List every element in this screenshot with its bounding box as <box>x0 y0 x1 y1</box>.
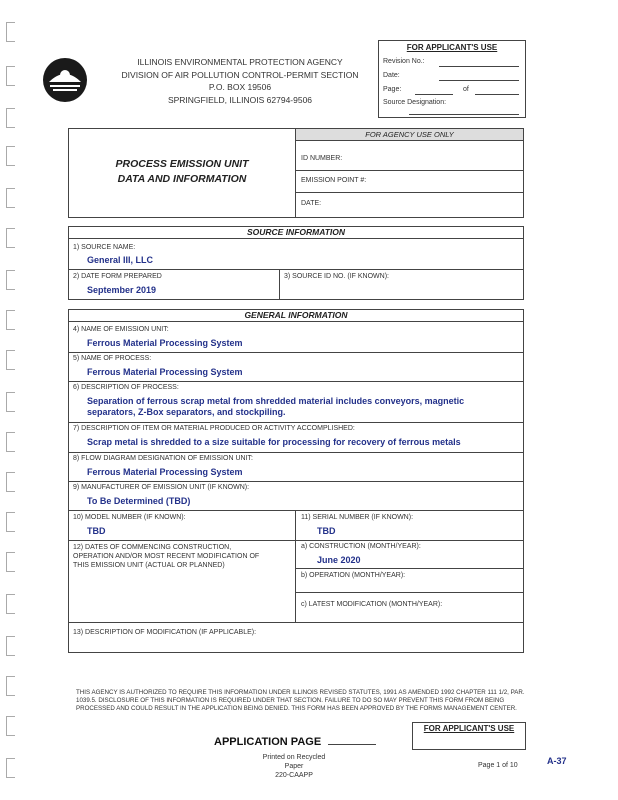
divider <box>295 568 523 569</box>
binder-hole <box>6 188 15 208</box>
binder-hole <box>6 310 15 330</box>
binder-hole <box>6 392 15 412</box>
form-title-box <box>68 128 524 218</box>
agency-line-2: DIVISION OF AIR POLLUTION CONTROL-PERMIT SECTION <box>121 69 359 80</box>
source-designation-label: Source Designation: <box>383 99 447 106</box>
q7-label: 7) DESCRIPTION OF ITEM OR MATERIAL PRODUCED OR ACTIVITY ACCOMPLISHED: <box>73 425 355 432</box>
q10-label: 10) MODEL NUMBER (IF KNOWN): <box>73 514 186 521</box>
q8-label: 8) FLOW DIAGRAM DESIGNATION OF EMISSION UNIT: <box>73 455 253 462</box>
divider <box>69 622 523 623</box>
agency-use-header: FOR AGENCY USE ONLY <box>296 129 523 141</box>
q1-label: 1) SOURCE NAME: <box>73 244 136 251</box>
binder-hole <box>6 758 15 778</box>
binder-hole <box>6 594 15 614</box>
emission-point-label: EMISSION POINT #: <box>301 177 367 184</box>
agency-line-3: P.O. BOX 19506 <box>208 82 272 92</box>
q7-value[interactable]: Scrap metal is shredded to a size suitable for processing for recovery of ferrous metals <box>87 437 461 447</box>
q12-label: 12) DATES OF COMMENCING CONSTRUCTION, OPERATION AND/OR MOST RECENT MODIFICATION OF THIS EMISSION UNIT (ACTUAL OR PLANNED) <box>73 544 260 569</box>
q11-value[interactable]: TBD <box>317 526 336 536</box>
printed-on-recycled: Printed on Recycled Paper <box>262 754 326 770</box>
q8-value[interactable]: Ferrous Material Processing System <box>87 467 243 477</box>
divider <box>69 510 523 511</box>
binder-hole <box>6 146 15 166</box>
page-total-field[interactable] <box>475 94 519 95</box>
q12a-value[interactable]: June 2020 <box>317 555 361 565</box>
q6-label: 6) DESCRIPTION OF PROCESS: <box>73 384 179 391</box>
source-information-section <box>68 226 524 300</box>
q12c-label: c) LATEST MODIFICATION (MONTH/YEAR): <box>301 601 443 608</box>
legal-notice: THIS AGENCY IS AUTHORIZED TO REQUIRE THIS INFORMATION UNDER ILLINOIS REVISED STATUTES, 1991 AS AMENDED 1992 CHAPTER 111 1/2, PAR. 1039.5. DISCLOSURE OF THIS INFORMATION IS REQUIRED UNDER THAT SECTION. FAILURE TO DO SO MAY PREVENT THIS FORM FROM BEING PROCESSED AND COULD RESULT IN THE APPLICATION BEING DENIED. THIS FORM HAS BEEN APPROVED BY THE FORMS MANAGEMENT CENTER. <box>76 689 525 712</box>
divider <box>69 481 523 482</box>
page-label: Page: <box>383 86 402 93</box>
footer-printing-info <box>254 753 334 780</box>
q9-value[interactable]: To Be Determined (TBD) <box>87 496 191 506</box>
binder-hole <box>6 108 15 128</box>
binder-hole <box>6 270 15 290</box>
q2-value[interactable]: September 2019 <box>87 285 157 295</box>
q12a-label: a) CONSTRUCTION (MONTH/YEAR): <box>301 543 421 550</box>
form-title-line-2: DATA AND INFORMATION <box>117 173 247 185</box>
q11-label: 11) SERIAL NUMBER (IF KNOWN): <box>301 514 414 521</box>
binder-hole <box>6 22 15 42</box>
agency-header <box>95 56 385 106</box>
q13-label: 13) DESCRIPTION OF MODIFICATION (IF APPLICABLE): <box>73 629 257 636</box>
binder-hole <box>6 716 15 736</box>
q10-value[interactable]: TBD <box>87 526 106 536</box>
binder-hole <box>6 636 15 656</box>
divider <box>69 381 523 382</box>
applicant-use-title: FOR APPLICANT'S USE <box>406 43 498 52</box>
divider <box>69 352 523 353</box>
binder-hole <box>6 228 15 248</box>
date-agency-label: DATE: <box>301 200 322 207</box>
q1-value[interactable]: General III, LLC <box>87 255 154 265</box>
date-label: Date: <box>383 72 400 79</box>
binder-hole <box>6 350 15 370</box>
form-title-cell <box>69 129 296 217</box>
divider <box>296 170 523 171</box>
q2-label: 2) DATE FORM PREPARED <box>73 273 162 280</box>
revision-label: Revision No.: <box>383 58 425 65</box>
divider <box>69 540 523 541</box>
agency-line-4: SPRINGFIELD, ILLINOIS 62794-9506 <box>167 94 313 105</box>
binder-hole <box>6 472 15 492</box>
divider <box>295 510 296 622</box>
q4-value[interactable]: Ferrous Material Processing System <box>87 338 243 348</box>
source-info-header: SOURCE INFORMATION <box>69 227 523 239</box>
agency-line-1: ILLINOIS ENVIRONMENTAL PROTECTION AGENCY <box>137 57 343 67</box>
q4-label: 4) NAME OF EMISSION UNIT: <box>73 326 169 333</box>
revision-field[interactable] <box>439 66 519 67</box>
page-of-label: Page 1 of 10 <box>478 762 518 769</box>
form-title-line-1: PROCESS EMISSION UNIT <box>115 158 249 170</box>
general-info-header: GENERAL INFORMATION <box>69 310 523 322</box>
divider <box>296 192 523 193</box>
q6-value[interactable]: Separation of ferrous scrap metal from shredded material includes conveyors, magnetic separators, Z-Box separators, and stockpiling. <box>87 396 465 417</box>
footer-applicant-use-box <box>412 722 526 750</box>
binder-hole <box>6 512 15 532</box>
q5-label: 5) NAME OF PROCESS: <box>73 355 152 362</box>
page-id: A-37 <box>547 756 567 766</box>
binder-hole <box>6 552 15 572</box>
of-label: of <box>463 86 469 93</box>
page-field[interactable] <box>415 94 453 95</box>
divider <box>69 422 523 423</box>
binder-hole <box>6 432 15 452</box>
binder-hole <box>6 676 15 696</box>
q5-value[interactable]: Ferrous Material Processing System <box>87 367 243 377</box>
application-page-field[interactable] <box>328 744 376 745</box>
applicant-use-box <box>378 40 526 118</box>
divider <box>69 269 523 270</box>
divider <box>295 592 523 593</box>
q9-label: 9) MANUFACTURER OF EMISSION UNIT (IF KNOWN): <box>73 484 250 491</box>
id-number-label: ID NUMBER: <box>301 155 343 162</box>
q12b-label: b) OPERATION (MONTH/YEAR): <box>301 572 406 579</box>
form-number: 220-CAAPP <box>275 772 313 779</box>
divider <box>279 269 280 299</box>
application-page-label: APPLICATION PAGE <box>214 736 322 748</box>
divider <box>69 452 523 453</box>
footer-applicant-use-title: FOR APPLICANT'S USE <box>423 724 515 733</box>
binder-hole <box>6 66 15 86</box>
agency-seal-icon <box>43 58 87 102</box>
q3-label: 3) SOURCE ID NO. (IF KNOWN): <box>284 273 389 280</box>
date-field[interactable] <box>439 80 519 81</box>
application-page-title <box>214 736 376 748</box>
general-information-section <box>68 309 524 653</box>
source-designation-field[interactable] <box>409 114 519 115</box>
